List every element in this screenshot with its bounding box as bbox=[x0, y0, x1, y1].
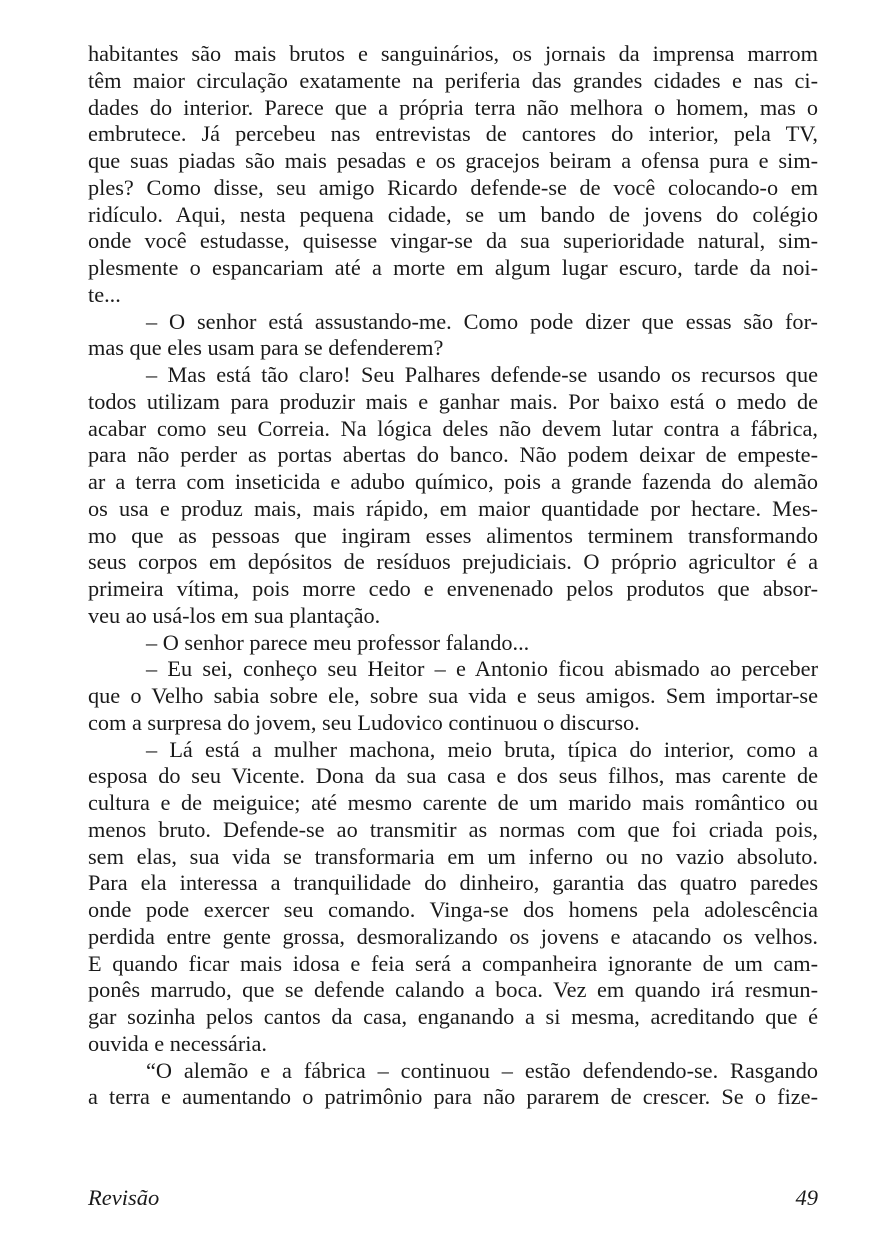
text-line: ouvida e necessária. bbox=[88, 1030, 267, 1056]
text-line: dades do interior. Parece que a própria terra não melhora o homem, mas o bbox=[88, 94, 818, 120]
text-line: cultura e de meiguice; até mesmo carente de um marido mais romântico ou bbox=[88, 790, 818, 815]
text-line: têm maior circulação exatamente na periferia das grandes cidades e nas ci- bbox=[88, 67, 818, 93]
text-line: habitantes são mais brutos e sanguinários, os jornais da imprensa marrom bbox=[88, 41, 818, 66]
text-line: com a surpresa do jovem, seu Ludovico continuou o discurso. bbox=[88, 709, 640, 735]
text-line: a terra e aumentando o patrimônio para não pararem de crescer. Se o fize- bbox=[88, 1084, 818, 1110]
text-line: esposa do seu Vicente. Dona da sua casa e dos seus filhos, mas carente de bbox=[88, 763, 818, 789]
text-line: – O senhor está assustando-me. Como pode dizer que essas são for- bbox=[146, 308, 818, 334]
text-line: “O alemão e a fábrica – continuou – estão defendendo-se. Rasgando bbox=[146, 1057, 818, 1083]
text-line: sem elas, sua vida se transformaria em um inferno ou no vazio absoluto. bbox=[88, 843, 818, 869]
text-line: que o Velho sabia sobre ele, sobre sua vida e seus amigos. Sem importar-se bbox=[88, 683, 818, 708]
text-line: ples? Como disse, seu amigo Ricardo defende-se de você colocando-o em bbox=[88, 174, 818, 200]
text-line: todos utilizam para produzir mais e ganhar mais. Por baixo está o medo de bbox=[88, 388, 818, 414]
page-number: 49 bbox=[795, 1185, 818, 1210]
text-line: E quando ficar mais idosa e feia será a companheira ignorante de um cam- bbox=[88, 950, 818, 976]
text-line: – Eu sei, conheço seu Heitor – e Antonio ficou abismado ao perceber bbox=[146, 656, 818, 682]
body-text bbox=[88, 41, 818, 1111]
text-line: Para ela interessa a tranquilidade do dinheiro, garantia das quatro paredes bbox=[88, 870, 818, 896]
text-line: onde você estudasse, quisesse vingar-se da sua superioridade natural, sim- bbox=[88, 228, 818, 254]
text-line: que suas piadas são mais pesadas e os gracejos beiram a ofensa pura e sim- bbox=[88, 148, 818, 173]
text-line: ponês marrudo, que se defende calando a boca. Vez em quando irá resmun- bbox=[88, 977, 818, 1003]
text-line: acabar como seu Correia. Na lógica deles não devem lutar contra a fábrica, bbox=[88, 415, 818, 441]
text-line: – Lá está a mulher machona, meio bruta, típica do interior, como a bbox=[146, 736, 818, 762]
text-line: ridículo. Aqui, nesta pequena cidade, se um bando de jovens do colégio bbox=[88, 201, 818, 227]
text-line: mo que as pessoas que ingiram esses alimentos terminem transformando bbox=[88, 522, 818, 548]
text-line: para não perder as portas abertas do banco. Não podem deixar de empeste- bbox=[88, 442, 818, 468]
text-line: – O senhor parece meu professor falando... bbox=[146, 629, 530, 655]
text-line: onde pode exercer seu comando. Vinga-se dos homens pela adolescência bbox=[88, 897, 818, 922]
running-title: Revisão bbox=[88, 1185, 160, 1210]
text-line: menos bruto. Defende-se ao transmitir as normas com que foi criada pois, bbox=[88, 816, 818, 842]
text-line: mas que eles usam para se defenderem? bbox=[88, 335, 444, 361]
text-line: ar a terra com inseticida e adubo químico, pois a grande fazenda do alemão bbox=[88, 469, 818, 494]
text-line: perdida entre gente grossa, desmoralizando os jovens e atacando os velhos. bbox=[88, 923, 818, 949]
text-line: veu ao usá-los em sua plantação. bbox=[88, 602, 381, 628]
text-line: plesmente o espancariam até a morte em algum lugar escuro, tarde da noi- bbox=[88, 255, 818, 280]
text-line: primeira vítima, pois morre cedo e envenenado pelos produtos que absor- bbox=[88, 576, 818, 601]
text-line: te... bbox=[88, 281, 121, 307]
text-line: gar sozinha pelos cantos da casa, enganando a si mesma, acreditando que é bbox=[88, 1004, 818, 1029]
text-line: os usa e produz mais, mais rápido, em maior quantidade por hectare. Mes- bbox=[88, 495, 818, 521]
text-line: embrutece. Já percebeu nas entrevistas de cantores do interior, pela TV, bbox=[88, 121, 818, 147]
text-line: seus corpos em depósitos de resíduos prejudiciais. O próprio agricultor é a bbox=[88, 549, 818, 575]
text-line: – Mas está tão claro! Seu Palhares defende-se usando os recursos que bbox=[146, 362, 818, 387]
